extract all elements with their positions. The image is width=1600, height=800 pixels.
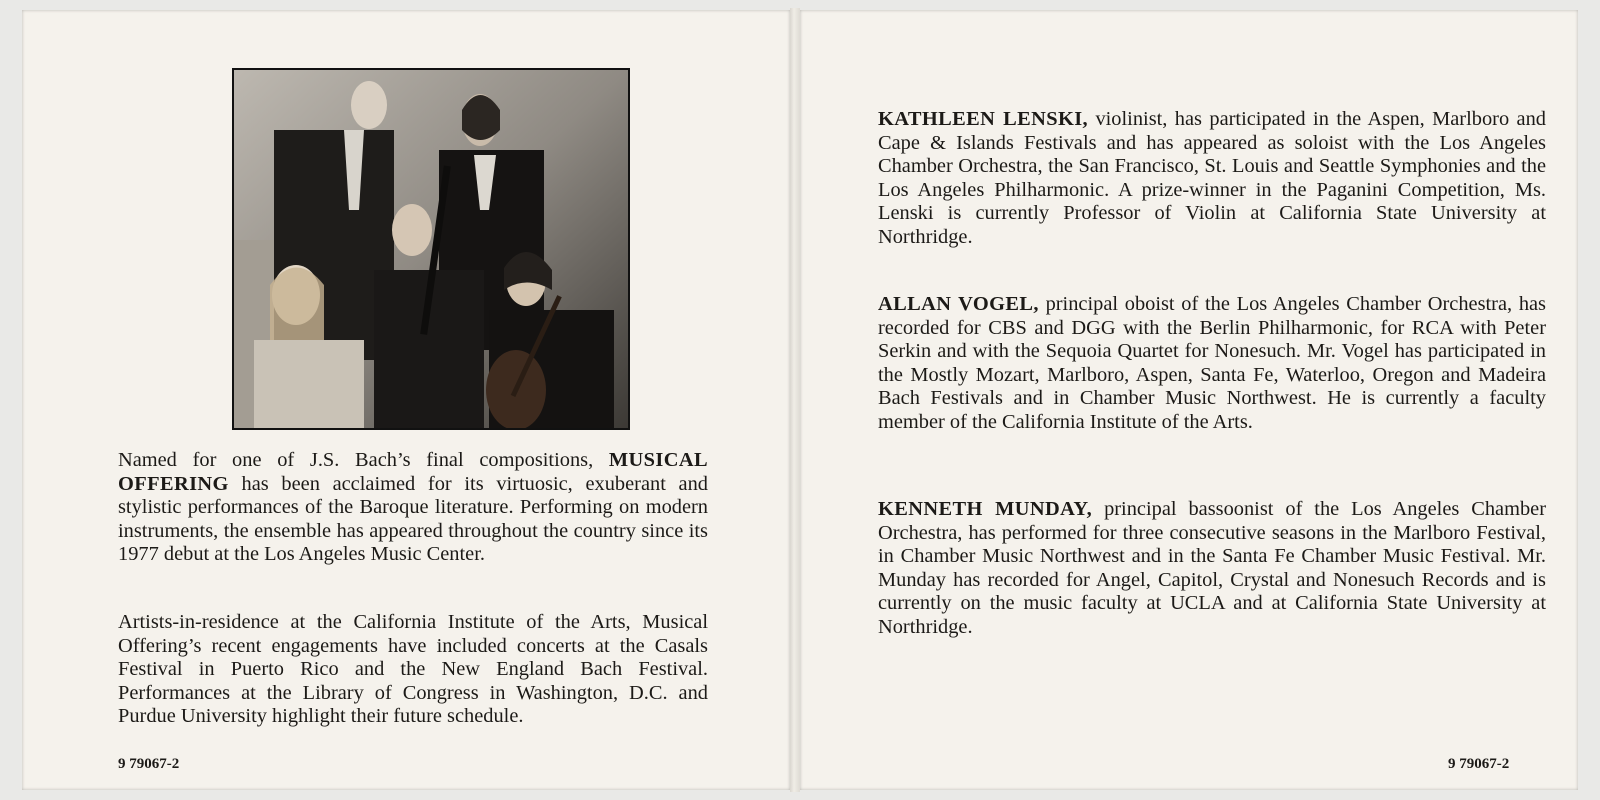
bio-text: principal bassoonist of the Los Angeles Chamber Orchestra, has performed for three consecutive seasons in the Marlboro Festival, in Chamber Music Northwest and in the Santa Fe Chamber Music Festival. Mr. Munday has recorded for Angel, Capitol, Crystal and Nonesuch Records and is currently on the music faculty at UCLA and at California State University at Northridge.	[878, 498, 1547, 638]
bio-kenneth-munday	[878, 498, 1546, 640]
left-page	[22, 10, 790, 790]
right-page	[800, 10, 1578, 790]
intro-rest-text: has been acclaimed for its virtuosic, exuberant and stylistic performances of the Baroque literature. Performing on modern instruments, the ensemble has appeared throughout the country since its 1977 debut at the Los Angeles Music Center.	[118, 472, 708, 566]
catalog-number-left: 9 79067-2	[118, 756, 180, 772]
bio-kathleen-lenski	[878, 108, 1546, 250]
bio-allan-vogel	[878, 293, 1546, 435]
ensemble-name: MUSICAL OFFERING	[118, 449, 708, 495]
bio-text: principal oboist of the Los Angeles Chamber Orchestra, has recorded for CBS and DGG with the Berlin Philharmonic, for RCA with Peter Serkin and with the Sequoia Quartet for Nonesuch. Mr. Vogel has participated in the Mostly Mozart, Marlboro, Aspen, Santa Fe, Waterloo, Oregon and Madeira Bach Festivals and in Chamber Music Northwest. He is currently a faculty member of the California Institute of the Arts.	[878, 293, 1546, 433]
bio-text: violinist, has participated in the Aspen, Marlboro and Cape & Islands Festivals and has appeared as soloist with the Los Angeles Chamber Orchestra, the San Francisco, St. Louis and Seattle Symphonies and the Los Angeles Philharmonic. A prize-winner in the Paganini Competition, Ms. Lenski is currently Professor of Violin at California State University at Northridge.	[878, 108, 1546, 248]
book-spine	[790, 8, 800, 792]
residency-paragraph: Artists-in-residence at the California Institute of the Arts, Musical Offering’s recent engagements have included concerts at the Casals Festival in Puerto Rico and the New England Bach Festival. Performances at the Library of Congress in Washington, D.C. and Purdue University highlight their future schedule.	[118, 611, 708, 728]
ensemble-photo	[232, 68, 630, 430]
ensemble-photo-illustration	[234, 70, 628, 428]
bio-name: ALLAN VOGEL,	[878, 293, 1039, 315]
catalog-number-right: 9 79067-2	[1448, 756, 1510, 772]
ensemble-intro-paragraph	[118, 449, 708, 567]
bio-name: KENNETH MUNDAY,	[878, 498, 1093, 520]
bio-name: KATHLEEN LENSKI,	[878, 108, 1089, 130]
intro-lead-text: Named for one of J.S. Bach’s final compositions,	[118, 449, 609, 471]
